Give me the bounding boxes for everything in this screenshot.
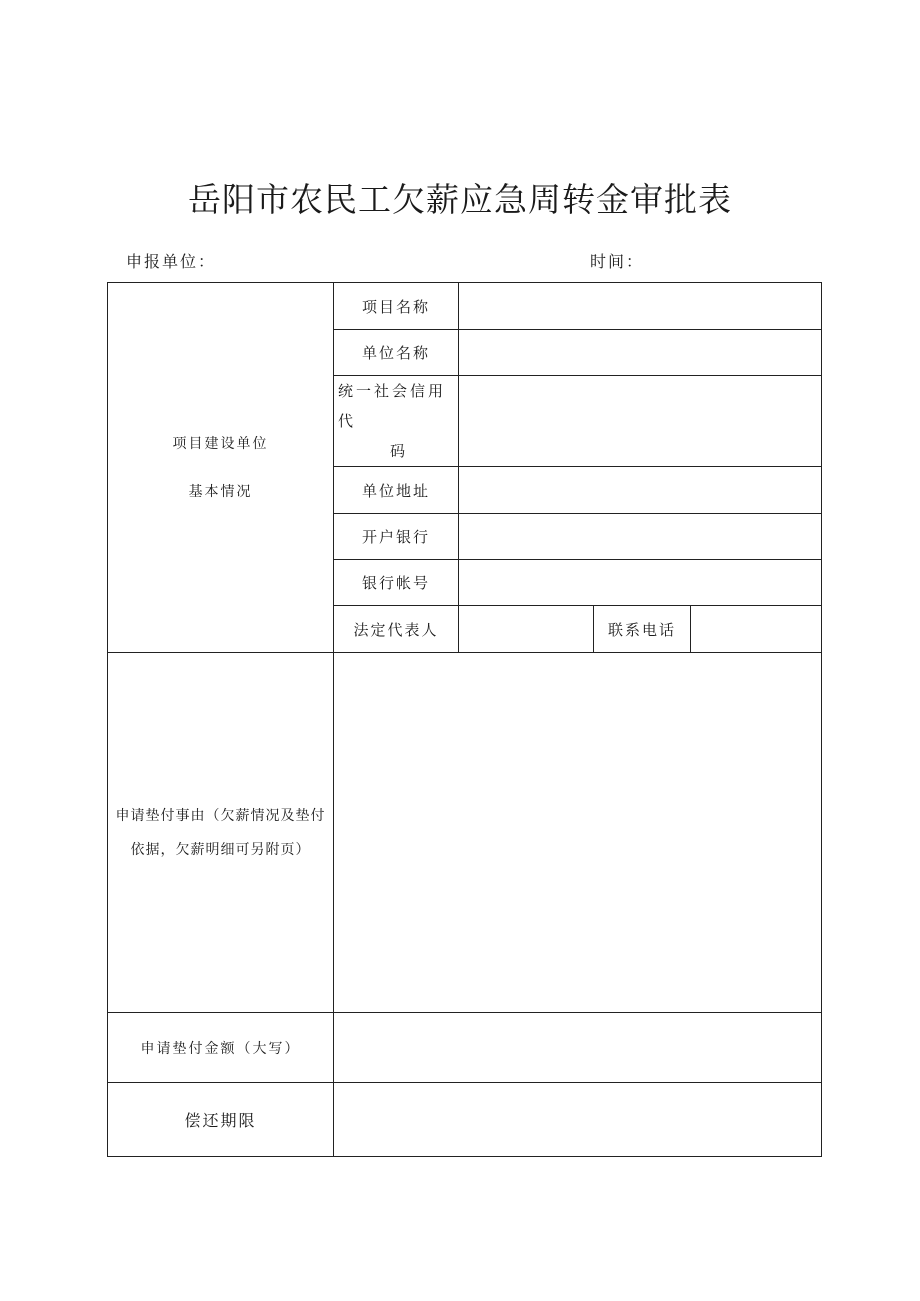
- row-project-name: [108, 283, 822, 330]
- credit-code-field[interactable]: [459, 376, 822, 467]
- reason-field[interactable]: [334, 653, 822, 1013]
- reason-label: [108, 653, 334, 1013]
- amount-field[interactable]: [334, 1013, 822, 1083]
- contact-phone-label: 联系电话: [594, 606, 691, 653]
- reason-label-line1: 申请垫付事由（欠薪情况及垫付: [115, 807, 326, 824]
- project-name-field[interactable]: [459, 283, 822, 330]
- unit-name-field[interactable]: [459, 330, 822, 376]
- bank-account-field[interactable]: [459, 560, 822, 606]
- unit-address-label: 单位地址: [334, 467, 459, 514]
- group-label-line1: 项目建设单位: [172, 435, 269, 452]
- bank-field[interactable]: [459, 514, 822, 560]
- unit-name-label: 单位名称: [334, 330, 459, 376]
- group-label-line2: 基本情况: [188, 483, 253, 500]
- credit-code-label-line2: 码: [390, 442, 409, 460]
- bank-account-label: 银行帐号: [334, 560, 459, 606]
- deadline-field[interactable]: [334, 1083, 822, 1157]
- basic-info-group-label: [108, 283, 334, 653]
- bank-label: 开户银行: [334, 514, 459, 560]
- legal-rep-field[interactable]: [459, 606, 594, 653]
- row-reason: [108, 653, 822, 1013]
- deadline-label: 偿还期限: [108, 1083, 334, 1157]
- row-deadline: [108, 1083, 822, 1157]
- amount-label: 申请垫付金额（大写）: [108, 1013, 334, 1083]
- reason-label-line2: 依据，欠薪明细可另附页）: [130, 841, 311, 858]
- declarer-label: 申报单位：: [126, 252, 217, 271]
- legal-rep-label: 法定代表人: [334, 606, 459, 653]
- time-label: 时间：: [590, 252, 645, 271]
- row-amount: [108, 1013, 822, 1083]
- credit-code-label-line1: 统一社会信用代: [338, 382, 447, 430]
- project-name-label: 项目名称: [334, 283, 459, 330]
- unit-address-field[interactable]: [459, 467, 822, 514]
- approval-form-table: [107, 282, 822, 1157]
- credit-code-label: [334, 376, 459, 467]
- contact-phone-field[interactable]: [691, 606, 822, 653]
- page-title: 岳阳市农民工欠薪应急周转金审批表: [188, 180, 732, 219]
